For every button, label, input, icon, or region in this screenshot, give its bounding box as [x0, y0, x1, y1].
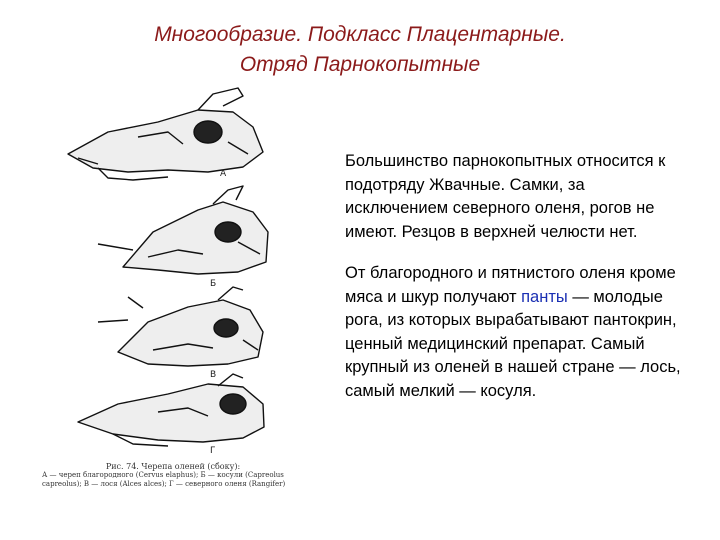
skull-a	[68, 88, 263, 180]
skull-g	[78, 374, 264, 446]
figure-label-a: А	[220, 169, 227, 179]
paragraph-2	[345, 262, 685, 403]
body-text	[345, 150, 685, 421]
panty-term: панты	[521, 287, 568, 306]
paragraph-2-start: От благородного и пятнистого оленя кроме мяса и шкур получают	[345, 264, 676, 306]
title-line-2: Отряд Парнокопытные	[239, 53, 481, 76]
deer-skulls-figure	[38, 82, 308, 502]
skulls-drawing	[38, 82, 308, 462]
figure-caption-title: Рис. 74. Черепа оленей (сбоку):	[105, 462, 241, 471]
title-line-1: Многообразие. Подкласс Плацентарные.	[154, 23, 566, 46]
figure-caption	[42, 462, 304, 489]
figure-label-g: Г	[210, 446, 216, 456]
figure-label-v: В	[210, 370, 217, 380]
skull-b	[98, 186, 268, 274]
skull-v	[98, 287, 263, 366]
figure-label-b: Б	[210, 279, 217, 289]
slide-title	[0, 20, 720, 80]
paragraph-2-end: — молодые рога, из которых вырабатывают пантокрин, ценный медицинский препарат. Самый крупный из оленей в нашей стране — лось, самый мелкий — косуля.	[345, 287, 681, 400]
paragraph-1: Большинство парнокопытных относится к подотряду Жвачные. Самки, за исключением северного оленя, рогов не имеют. Резцов в верхней челюсти нет.	[345, 152, 666, 241]
figure-caption-text: А — череп благородного (Cervus elaphus); Б — косули (Capreolus capreolus); В — лося (Alces alces); Г — северного оленя (Rangifer)	[42, 471, 286, 488]
